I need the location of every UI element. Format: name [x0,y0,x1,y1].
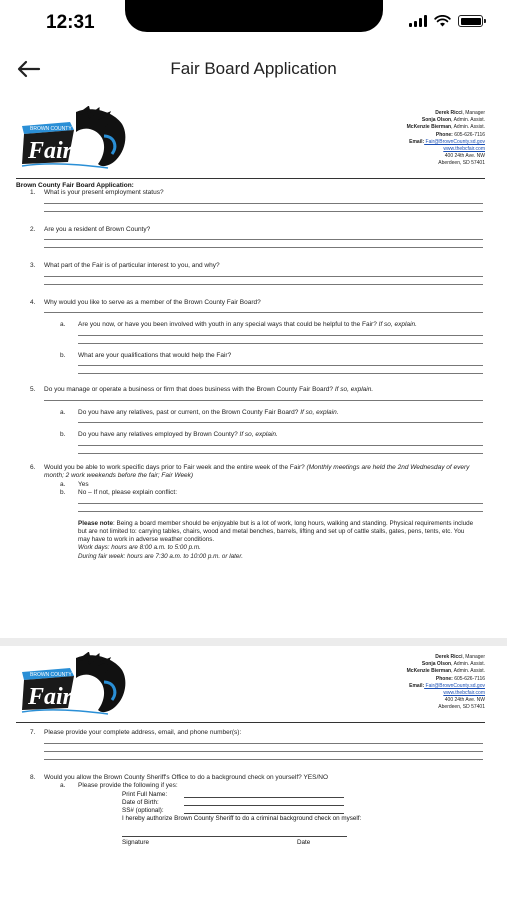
please-note: Please note: Being a board member should be enjoyable but is a lot of work, long hours, walking and standing. Physical requirements include but are not limited to: carrying tables, chairs, wood and metal benches, barrels, lifting and set up of cattle stalls, gates, pens, tents, etc. You may have to work in adverse weather conditions. Work days: hours are 8:00 a.m. to 5:00 p.m. During fair week: hours are 7:30 a.m. to 10:00 p.m. or later. [78,519,474,560]
question-4b: b. What are your qualifications that would help the Fair? [60,351,232,359]
option-no: b. No – If not, please explain conflict: [60,489,178,496]
field-full-name: Print Full Name: [122,791,491,799]
field-dob: Date of Birth: [122,799,491,807]
nav-bar [0,46,507,92]
divider [16,178,485,179]
date-label: Date [297,836,347,846]
answer-lines [16,312,491,313]
question-6: 6. Would you be able to work specific days prior to Fair week and the entire week of the Fair? (Monthly meetings are held the 2nd Wednesday of every month; 2 work weekends before the fair; Fair Week) [30,463,470,479]
svg-text:Fair: Fair [28,138,73,164]
status-bar [0,0,507,46]
fair-logo-icon [18,652,130,718]
answer-lines [16,743,491,760]
answer-lines [16,276,491,285]
answer-lines [16,503,491,512]
answer-lines [16,239,491,248]
signal-icon [409,15,427,27]
question-4: 4. Why would you like to serve as a member of the Brown County Fair Board? [30,298,261,306]
question-1: 1. What is your present employment status? [30,189,164,196]
answer-lines [16,365,491,374]
signature-row [122,836,491,846]
question-3: 3. What part of the Fair is of particular interest to you, and why? [30,262,220,269]
document-viewer[interactable] [0,100,507,900]
contact-block: Derek Ricci, Manager Sonja Olson, Admin. Assist. McKenzie Bierman, Admin. Assist. Phone: 605-626-7116 Email: Fair@BrownCounty.sd.gov www.thebcfair.com 400 24th Ave. NW Aberdeen, SD 57401 [406,654,485,711]
document-page-1 [0,100,507,638]
svg-text:BROWN COUNTY: BROWN COUNTY [30,126,72,132]
question-8a: a. Please provide the following if yes: [60,782,178,789]
device-notch [125,0,383,32]
question-7: 7. Please provide your complete address, email, and phone number(s): [30,729,242,736]
divider [16,722,485,723]
question-5b: b. Do you have any relatives employed by Brown County? If so, explain. [60,431,278,438]
form-title: Brown County Fair Board Application: [16,182,134,189]
answer-lines [16,335,491,344]
question-5a: a. Do you have any relatives, past or current, on the Brown County Fair Board? If so, explain. [60,408,339,416]
answer-lines [16,400,491,401]
question-8: 8. Would you allow the Brown County Sheriff's Office to do a background check on yourself? YES/NO [30,773,329,781]
page-title: Fair Board Application [170,59,337,78]
fair-logo-icon [18,106,130,172]
answer-lines [16,422,491,423]
authorize-text: I hereby authorize Brown County Sheriff to do a criminal background check on myself: [122,815,362,823]
option-yes: a. Yes [60,480,89,488]
wifi-icon [434,15,451,27]
signature-label: Signature [122,836,297,846]
document-page-2 [0,638,507,900]
svg-text:BROWN COUNTY: BROWN COUNTY [30,672,72,678]
question-5: 5. Do you manage or operate a business or firm that does business with the Brown County Fair Board? If so, explain. [30,386,374,393]
letterhead [16,100,491,178]
contact-block: Derek Ricci, Manager Sonja Olson, Admin. Assist. McKenzie Bierman, Admin. Assist. Phone: 605-626-7116 Email: Fair@BrownCounty.sd.gov www.thebcfair.com 400 24th Ave. NW Aberdeen, SD 57401 [406,110,485,167]
answer-lines [16,445,491,454]
email-link[interactable]: Email: Fair@BrownCounty.sd.gov [409,138,485,145]
status-icons [409,15,483,27]
letterhead [16,646,491,722]
answer-lines [16,203,491,212]
website-link[interactable]: www.thebcfair.com [443,690,485,697]
battery-icon [458,15,483,27]
question-2: 2. Are you a resident of Brown County? [30,225,151,233]
status-time: 12:31 [46,12,95,33]
field-ssn: SS# (optional): [122,807,491,815]
question-4a: a. Are you now, or have you been involved with youth in any special ways that could be helpful to the Fair? If so, explain. [60,321,417,328]
email-link[interactable]: Email: Fair@BrownCounty.sd.gov [409,682,485,689]
website-link[interactable]: www.thebcfair.com [443,146,485,153]
svg-text:Fair: Fair [28,684,73,710]
